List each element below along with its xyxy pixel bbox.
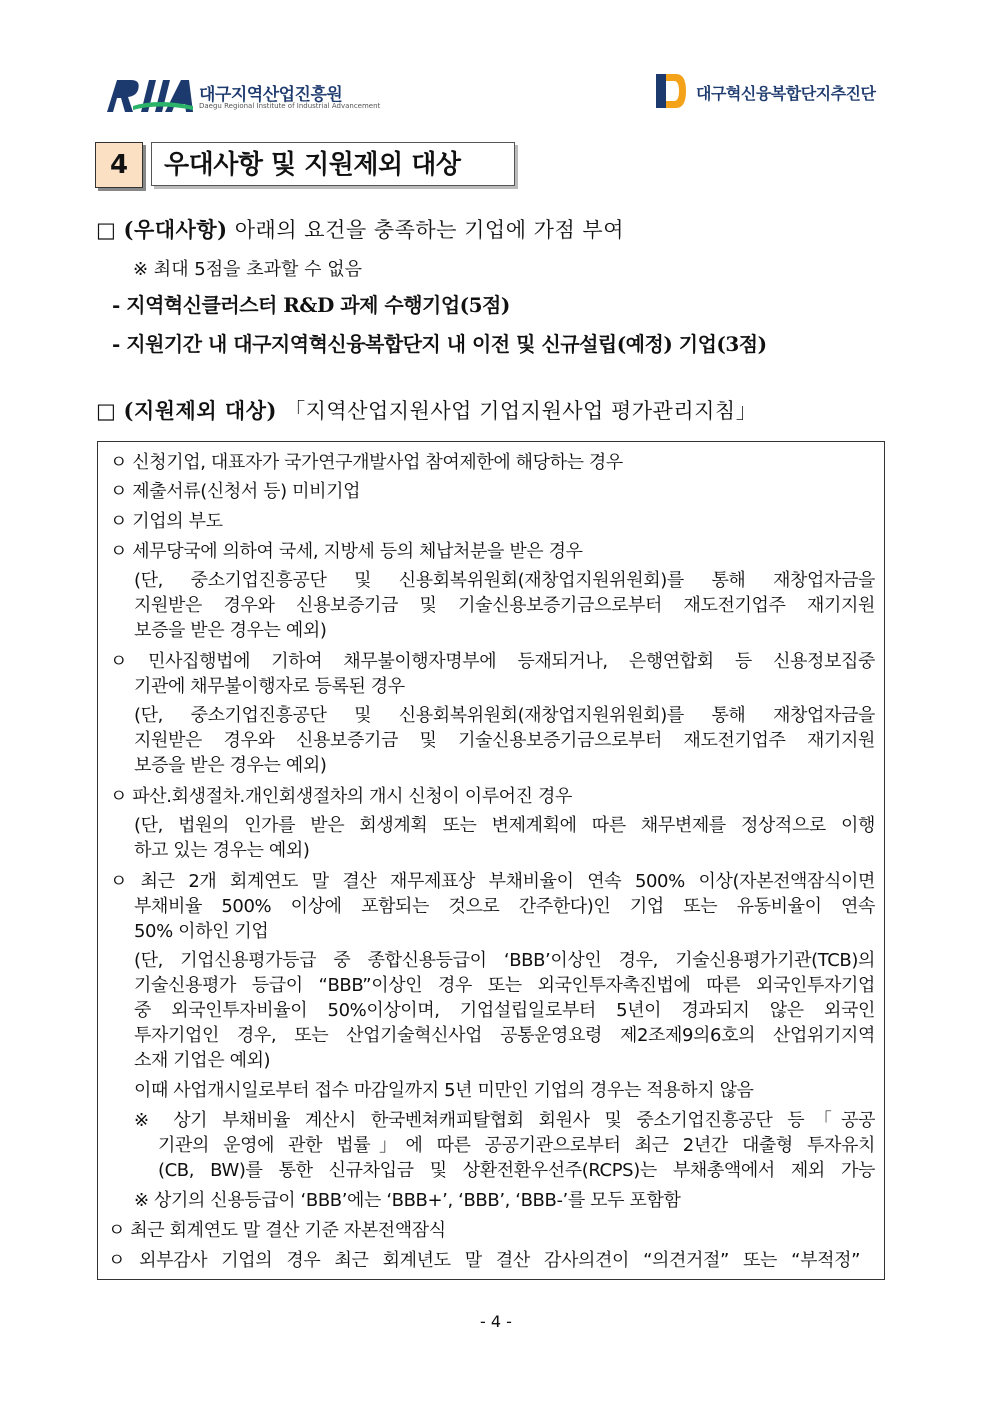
section-title: 우대사항 및 지원제외 대상: [151, 142, 515, 186]
exclusion-line: 투자기업인 경우, 또는 산업기술혁신사업 공통운영요령 제2조제9의6호의 산업위기지역: [134, 1025, 875, 1046]
riia-logo-icon: [103, 76, 195, 114]
exclusion-line: (단, 중소기업진흥공단 및 신용회복위원회(재창업지원위원회)를 통해 재창업자금을: [134, 570, 875, 591]
exclusion-line: (단, 법원의 인가를 받은 회생계획 또는 변제계획에 따른 채무변제를 정상적으로 이행: [134, 815, 875, 836]
exclusion-line: ㅇ 외부감사 기업의 경우 최근 회계년도 말 결산 감사의견이 “의견거절” 또는 “부적정”: [108, 1250, 860, 1271]
exclusion-line: 소재 기업은 예외): [134, 1050, 271, 1071]
drmc-logo-icon: [652, 70, 688, 112]
exclusion-line: 지원받은 경우와 신용보증기금 및 기술신용보증기금으로부터 재도전기업주 재기지원: [134, 595, 875, 616]
exclusion-line: ㅇ 민사집행법에 기하여 채무불이행자명부에 등재되거나, 은행연합회 등 신용정보집중: [110, 651, 875, 672]
exclusion-line: ㅇ 최근 2개 회계연도 말 결산 재무제표상 부채비율이 연속 500% 이상(자본전액잠식이면: [110, 871, 875, 892]
exclusion-line: ※ 상기의 신용등급이 ‘BBB’에는 ‘BBB+’, ‘BBB’, ‘BBB-’를 모두 포함함: [134, 1190, 681, 1211]
exclusion-line: (단, 중소기업진흥공단 및 신용회복위원회(재창업지원위원회)를 통해 재창업자금을: [134, 705, 875, 726]
left-logo-subtitle: Daegu Regional Institute of Industrial Advancement: [199, 102, 381, 110]
exclusion-label: (지원제외 대상): [123, 398, 277, 423]
exclusion-line: ㅇ 세무당국에 의하여 국세, 지방세 등의 체납처분을 받은 경우: [110, 541, 583, 562]
preferential-text: 아래의 요건을 충족하는 기업에 가점 부여: [234, 218, 624, 242]
exclusion-line: ※ 상기 부채비율 계산시 한국벤쳐캐피탈협회 회원사 및 중소기업진흥공단 등「공공: [134, 1110, 875, 1131]
preferential-note: ※ 최대 5점을 초과할 수 없음: [133, 259, 363, 280]
right-logo-name: 대구혁신융복합단지추진단: [696, 84, 876, 103]
exclusion-line: 부채비율 500% 이상에 포함되는 것으로 간주한다)인 기업 또는 유동비율이 연속: [134, 896, 875, 917]
exclusion-text: 「지역산업지원사업 기업지원사업 평가관리지침」: [284, 399, 758, 423]
exclusion-line: 이때 사업개시일로부터 접수 마감일까지 5년 미만인 기업의 경우는 적용하지 않음: [134, 1080, 754, 1101]
exclusion-line: (CB, BW)를 통한 신규차입금 및 상환전환우선주(RCPS)는 부채총액에서 제외 가능: [158, 1160, 875, 1181]
drmc-logo: [652, 70, 892, 114]
checkbox-glyph: □: [96, 218, 117, 242]
exclusion-line: ㅇ 기업의 부도: [110, 511, 223, 532]
exclusion-line: 기술신용평가 등급이 “BBB”이상인 경우 또는 외국인투자촉진법에 따른 외국인투자기업: [134, 975, 875, 996]
exclusion-line: 지원받은 경우와 신용보증기금 및 기술신용보증기금으로부터 재도전기업주 재기지원: [134, 730, 875, 751]
exclusion-line: ㅇ 제출서류(신청서 등) 미비기업: [110, 481, 361, 502]
exclusion-line: 중 외국인투자비율이 50%이상이며, 기업설립일로부터 5년이 경과되지 않은 외국인: [134, 1000, 875, 1021]
exclusion-line: 보증을 받은 경우는 예외): [134, 620, 327, 641]
exclusion-line: 보증을 받은 경우는 예외): [134, 755, 327, 776]
section-number: 4: [95, 142, 143, 188]
page-number: - 4 -: [480, 1312, 512, 1331]
exclusion-heading: [96, 395, 757, 425]
checkbox-glyph: □: [96, 399, 117, 423]
exclusion-line: (단, 기업신용평가등급 중 종합신용등급이 ‘BBB’이상인 경우, 기술신용평가기관(TCB)의: [134, 950, 875, 971]
exclusion-line: 50% 이하인 기업: [134, 921, 269, 942]
exclusion-line: ㅇ 최근 회계연도 말 결산 기준 자본전액잠식: [108, 1220, 446, 1241]
exclusion-line: 하고 있는 경우는 예외): [134, 840, 310, 861]
left-logo-name: 대구지역산업진흥원: [199, 85, 343, 105]
exclusion-line: ㅇ 파산.회생절차.개인회생절차의 개시 신청이 이루어진 경우: [110, 786, 572, 807]
exclusion-line: 기관의 운영에 관한 법률」에 따른 공공기관으로부터 최근 2년간 대출형 투자유치: [158, 1135, 875, 1156]
riia-logo: [103, 76, 381, 116]
preferential-item: - 지원기간 내 대구지역혁신융복합단지 내 이전 및 신규설립(예정) 기업(3점): [112, 332, 767, 356]
exclusion-line: ㅇ 신청기업, 대표자가 국가연구개발사업 참여제한에 해당하는 경우: [110, 452, 623, 473]
preferential-item: - 지역혁신클러스터 R&D 과제 수행기업(5점): [112, 293, 510, 317]
exclusion-line: 기관에 채무불이행자로 등록된 경우: [134, 676, 405, 697]
preferential-label: (우대사항): [123, 217, 228, 242]
preferential-heading: [96, 214, 624, 244]
